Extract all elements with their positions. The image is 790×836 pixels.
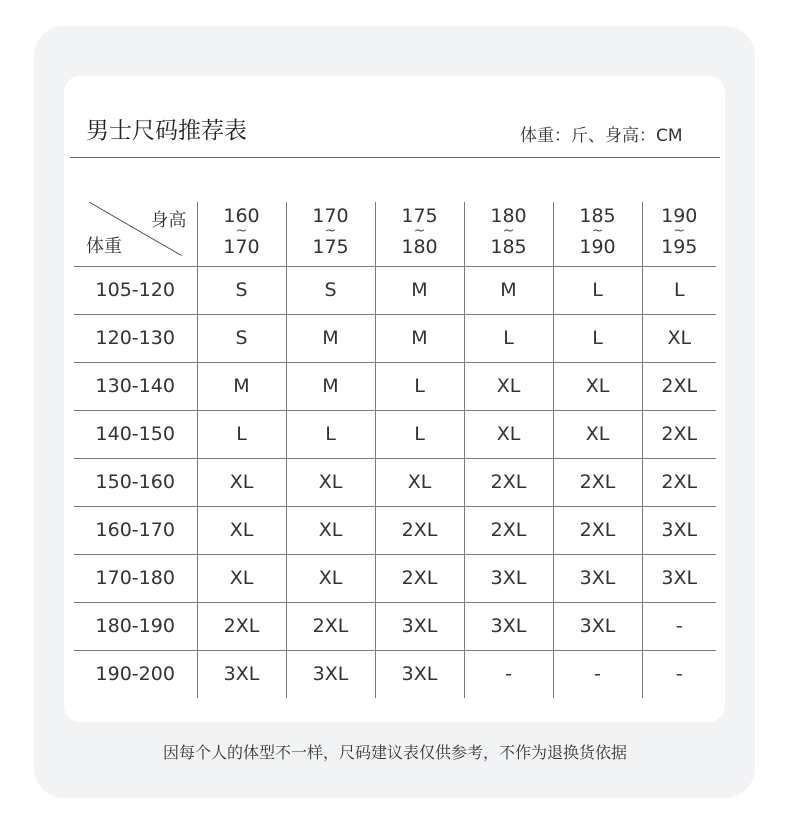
table-row	[74, 554, 716, 602]
size-cell: 2XL	[464, 506, 553, 554]
weight-range-cell: 105-120	[74, 266, 197, 314]
size-cell: 2XL	[642, 458, 716, 506]
size-cell: L	[553, 314, 642, 362]
height-column-header	[464, 202, 553, 266]
range-tilde: ~	[235, 223, 248, 239]
table-row	[74, 650, 716, 698]
size-cell: XL	[197, 506, 286, 554]
size-cell: 3XL	[642, 506, 716, 554]
size-cell: XL	[553, 362, 642, 410]
size-cell: 2XL	[464, 458, 553, 506]
size-cell: 2XL	[553, 458, 642, 506]
size-cell: -	[642, 650, 716, 698]
size-cell: 3XL	[464, 602, 553, 650]
table-row	[74, 602, 716, 650]
corner-header-cell	[74, 202, 197, 266]
size-cell: -	[464, 650, 553, 698]
size-cell: L	[375, 410, 464, 458]
size-cell: XL	[286, 458, 375, 506]
height-axis-label: 身高	[150, 210, 187, 231]
height-column-header	[375, 202, 464, 266]
weight-range-cell: 190-200	[74, 650, 197, 698]
size-cell: XL	[464, 362, 553, 410]
size-cell: 3XL	[553, 554, 642, 602]
weight-range-cell: 160-170	[74, 506, 197, 554]
disclaimer-note: 因每个人的体型不一样，尺码建议表仅供参考，不作为退换货依据	[162, 743, 627, 762]
range-tilde: ~	[324, 223, 337, 239]
height-min: 170	[312, 205, 349, 227]
size-cell: L	[197, 410, 286, 458]
weight-range-cell: 150-160	[74, 458, 197, 506]
height-max: 190	[579, 236, 616, 258]
size-cell: 2XL	[553, 506, 642, 554]
size-cell: L	[375, 362, 464, 410]
height-column-header	[286, 202, 375, 266]
height-max: 180	[401, 236, 438, 258]
weight-range-cell: 130-140	[74, 362, 197, 410]
size-cell: XL	[464, 410, 553, 458]
size-cell: 2XL	[197, 602, 286, 650]
size-cell: 2XL	[375, 554, 464, 602]
height-min: 175	[401, 205, 438, 227]
weight-range-cell: 140-150	[74, 410, 197, 458]
size-cell: 3XL	[375, 650, 464, 698]
height-column-header	[642, 202, 716, 266]
table-row	[74, 266, 716, 314]
table-row	[74, 410, 716, 458]
size-cell: XL	[375, 458, 464, 506]
size-cell: L	[553, 266, 642, 314]
size-cell: L	[286, 410, 375, 458]
size-cell: XL	[286, 506, 375, 554]
size-cell: M	[197, 362, 286, 410]
height-min: 180	[490, 205, 527, 227]
table-row	[74, 314, 716, 362]
size-cell: M	[464, 266, 553, 314]
size-cell: XL	[553, 410, 642, 458]
size-cell: 3XL	[197, 650, 286, 698]
size-cell: 3XL	[553, 602, 642, 650]
size-cell: M	[286, 362, 375, 410]
height-max: 175	[312, 236, 349, 258]
height-max: 195	[661, 236, 698, 258]
size-cell: 3XL	[286, 650, 375, 698]
range-tilde: ~	[673, 223, 686, 239]
size-cell: XL	[286, 554, 375, 602]
size-cell: -	[642, 602, 716, 650]
size-cell: S	[197, 266, 286, 314]
size-cell: 2XL	[375, 506, 464, 554]
size-cell: S	[286, 266, 375, 314]
size-cell: 2XL	[286, 602, 375, 650]
title-divider	[70, 157, 720, 158]
unit-note: 体重：斤、身高：CM	[520, 126, 683, 146]
weight-range-cell: 120-130	[74, 314, 197, 362]
height-min: 185	[579, 205, 616, 227]
size-cell: S	[197, 314, 286, 362]
chart-title: 男士尺码推荐表	[86, 118, 247, 144]
table-row	[74, 362, 716, 410]
table-row	[74, 506, 716, 554]
size-cell: 3XL	[642, 554, 716, 602]
size-cell: M	[375, 314, 464, 362]
range-tilde: ~	[502, 223, 515, 239]
height-column-header	[197, 202, 286, 266]
range-tilde: ~	[591, 223, 604, 239]
size-cell: L	[464, 314, 553, 362]
height-min: 190	[661, 205, 698, 227]
size-cell: L	[642, 266, 716, 314]
table-row	[74, 458, 716, 506]
height-max: 185	[490, 236, 527, 258]
size-cell: XL	[197, 458, 286, 506]
weight-axis-label: 体重	[86, 235, 122, 257]
size-cell: 3XL	[375, 602, 464, 650]
size-cell: 2XL	[642, 410, 716, 458]
size-cell: M	[286, 314, 375, 362]
size-cell: XL	[197, 554, 286, 602]
height-column-header	[553, 202, 642, 266]
weight-range-cell: 180-190	[74, 602, 197, 650]
range-tilde: ~	[413, 223, 426, 239]
size-cell: 2XL	[642, 362, 716, 410]
size-cell: XL	[642, 314, 716, 362]
height-min: 160	[223, 205, 260, 227]
header-row	[74, 202, 716, 266]
size-table	[74, 202, 716, 698]
weight-range-cell: 170-180	[74, 554, 197, 602]
size-cell: 3XL	[464, 554, 553, 602]
height-max: 170	[223, 236, 260, 258]
size-cell: -	[553, 650, 642, 698]
size-cell: M	[375, 266, 464, 314]
